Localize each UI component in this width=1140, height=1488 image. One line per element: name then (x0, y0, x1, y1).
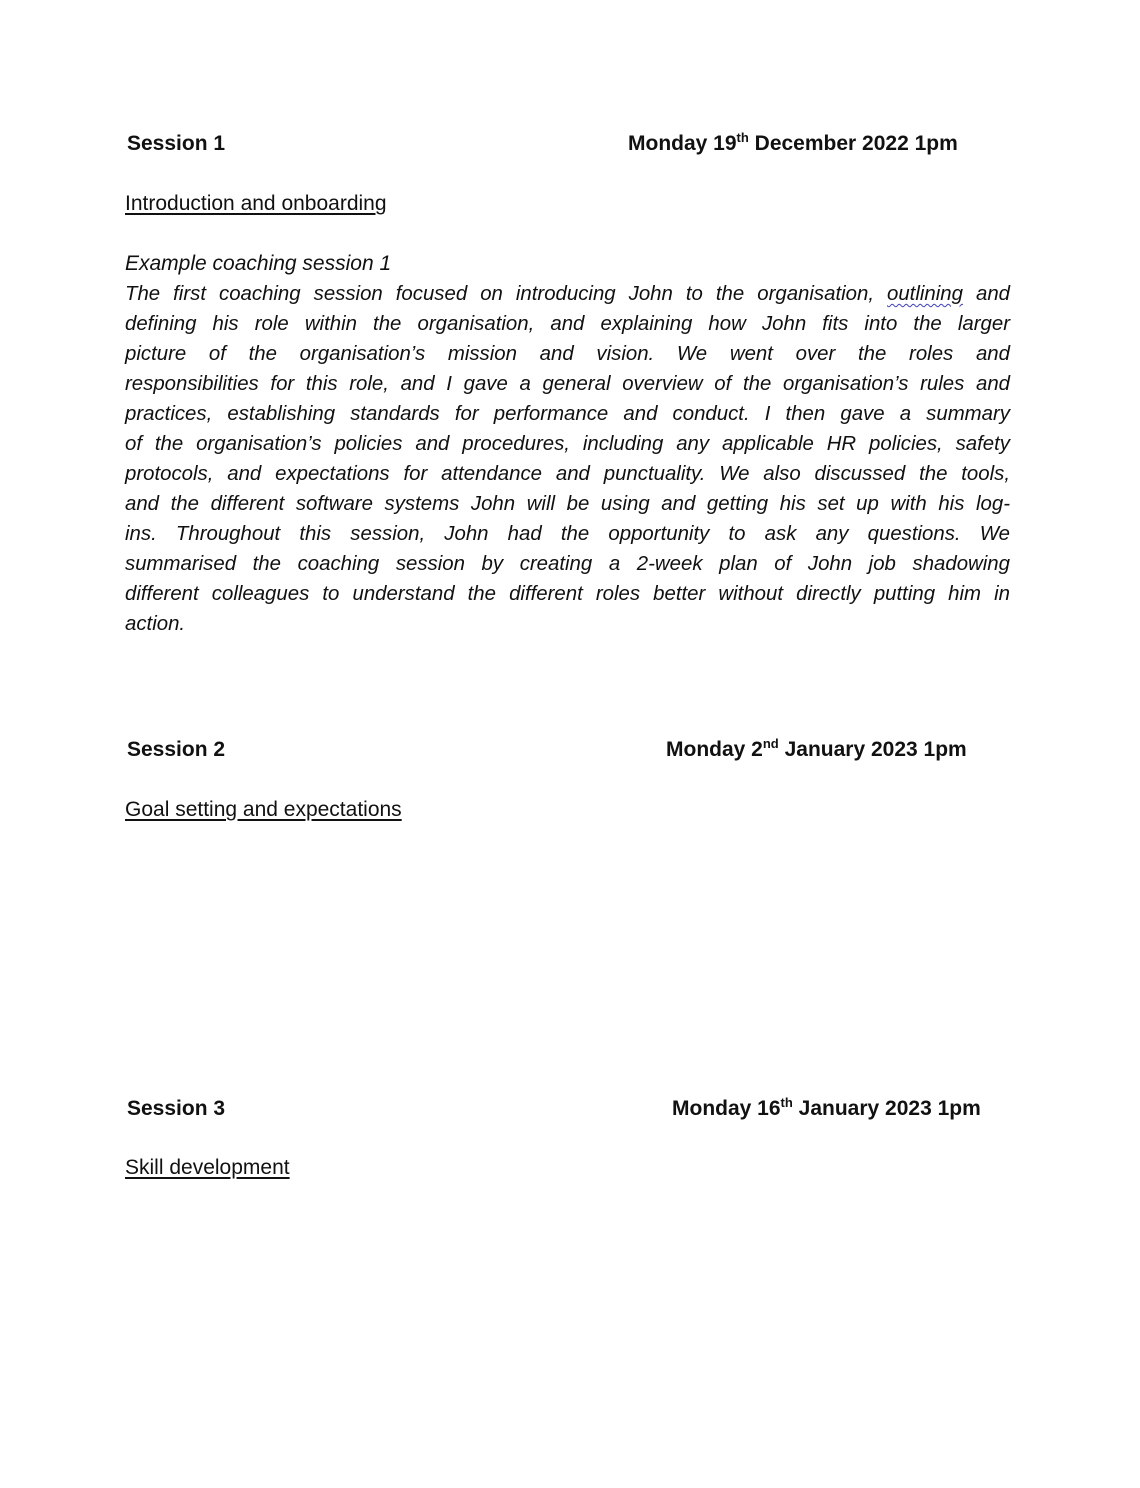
date-ordinal: nd (762, 736, 779, 751)
session-3-date (672, 1097, 981, 1121)
notes-line-text: The first coaching session focused on introducing John to the organisation, (125, 283, 887, 305)
date-rest: December 2022 1pm (748, 132, 958, 155)
notes-line: and the different software systems John will be using and getting his set up with his log- (125, 493, 1010, 515)
session-1-notes (125, 279, 1010, 639)
notes-line: practices, establishing standards for performance and conduct. I then gave a summary (125, 403, 1010, 425)
session-3-topic: Skill development (125, 1156, 290, 1179)
notes-line: responsibilities for this role, and I gave a general overview of the organisation’s rules and (125, 373, 1010, 395)
notes-line: action. (125, 613, 186, 635)
date-rest: January 2023 1pm (778, 738, 967, 761)
notes-line (125, 279, 1010, 309)
notes-line: ins. Throughout this session, John had the opportunity to ask any questions. We (125, 523, 1010, 545)
session-2-topic: Goal setting and expectations (125, 798, 402, 821)
session-1-date (628, 132, 958, 156)
notes-line-tail: and (962, 283, 1010, 305)
notes-line: picture of the organisation’s mission and vision. We went over the roles and (125, 343, 1010, 365)
date-ordinal: th (780, 1095, 793, 1110)
session-3-title: Session 3 (127, 1097, 226, 1120)
spellcheck-flagged-word[interactable]: outlining (887, 283, 963, 305)
notes-line: protocols, and expectations for attendance and punctuality. We also discussed the tools, (125, 463, 1010, 485)
session-2-title: Session 2 (127, 738, 226, 761)
notes-line: different colleagues to understand the different roles better without directly putting him in (125, 583, 1010, 605)
session-1-title: Session 1 (127, 132, 226, 155)
notes-line: defining his role within the organisation, and explaining how John fits into the larger (125, 313, 1010, 335)
date-ordinal: th (736, 130, 749, 145)
session-2-date (666, 738, 967, 762)
date-rest: January 2023 1pm (792, 1097, 981, 1120)
notes-line: summarised the coaching session by creating a 2-week plan of John job shadowing (125, 553, 1010, 575)
date-day: Monday 16 (672, 1097, 781, 1120)
notes-line: of the organisation’s policies and procedures, including any applicable HR policies, safety (125, 433, 1010, 455)
date-day: Monday 19 (628, 132, 737, 155)
example-title: Example coaching session 1 (125, 252, 392, 275)
date-day: Monday 2 (666, 738, 763, 761)
session-1-topic: Introduction and onboarding (125, 192, 387, 215)
